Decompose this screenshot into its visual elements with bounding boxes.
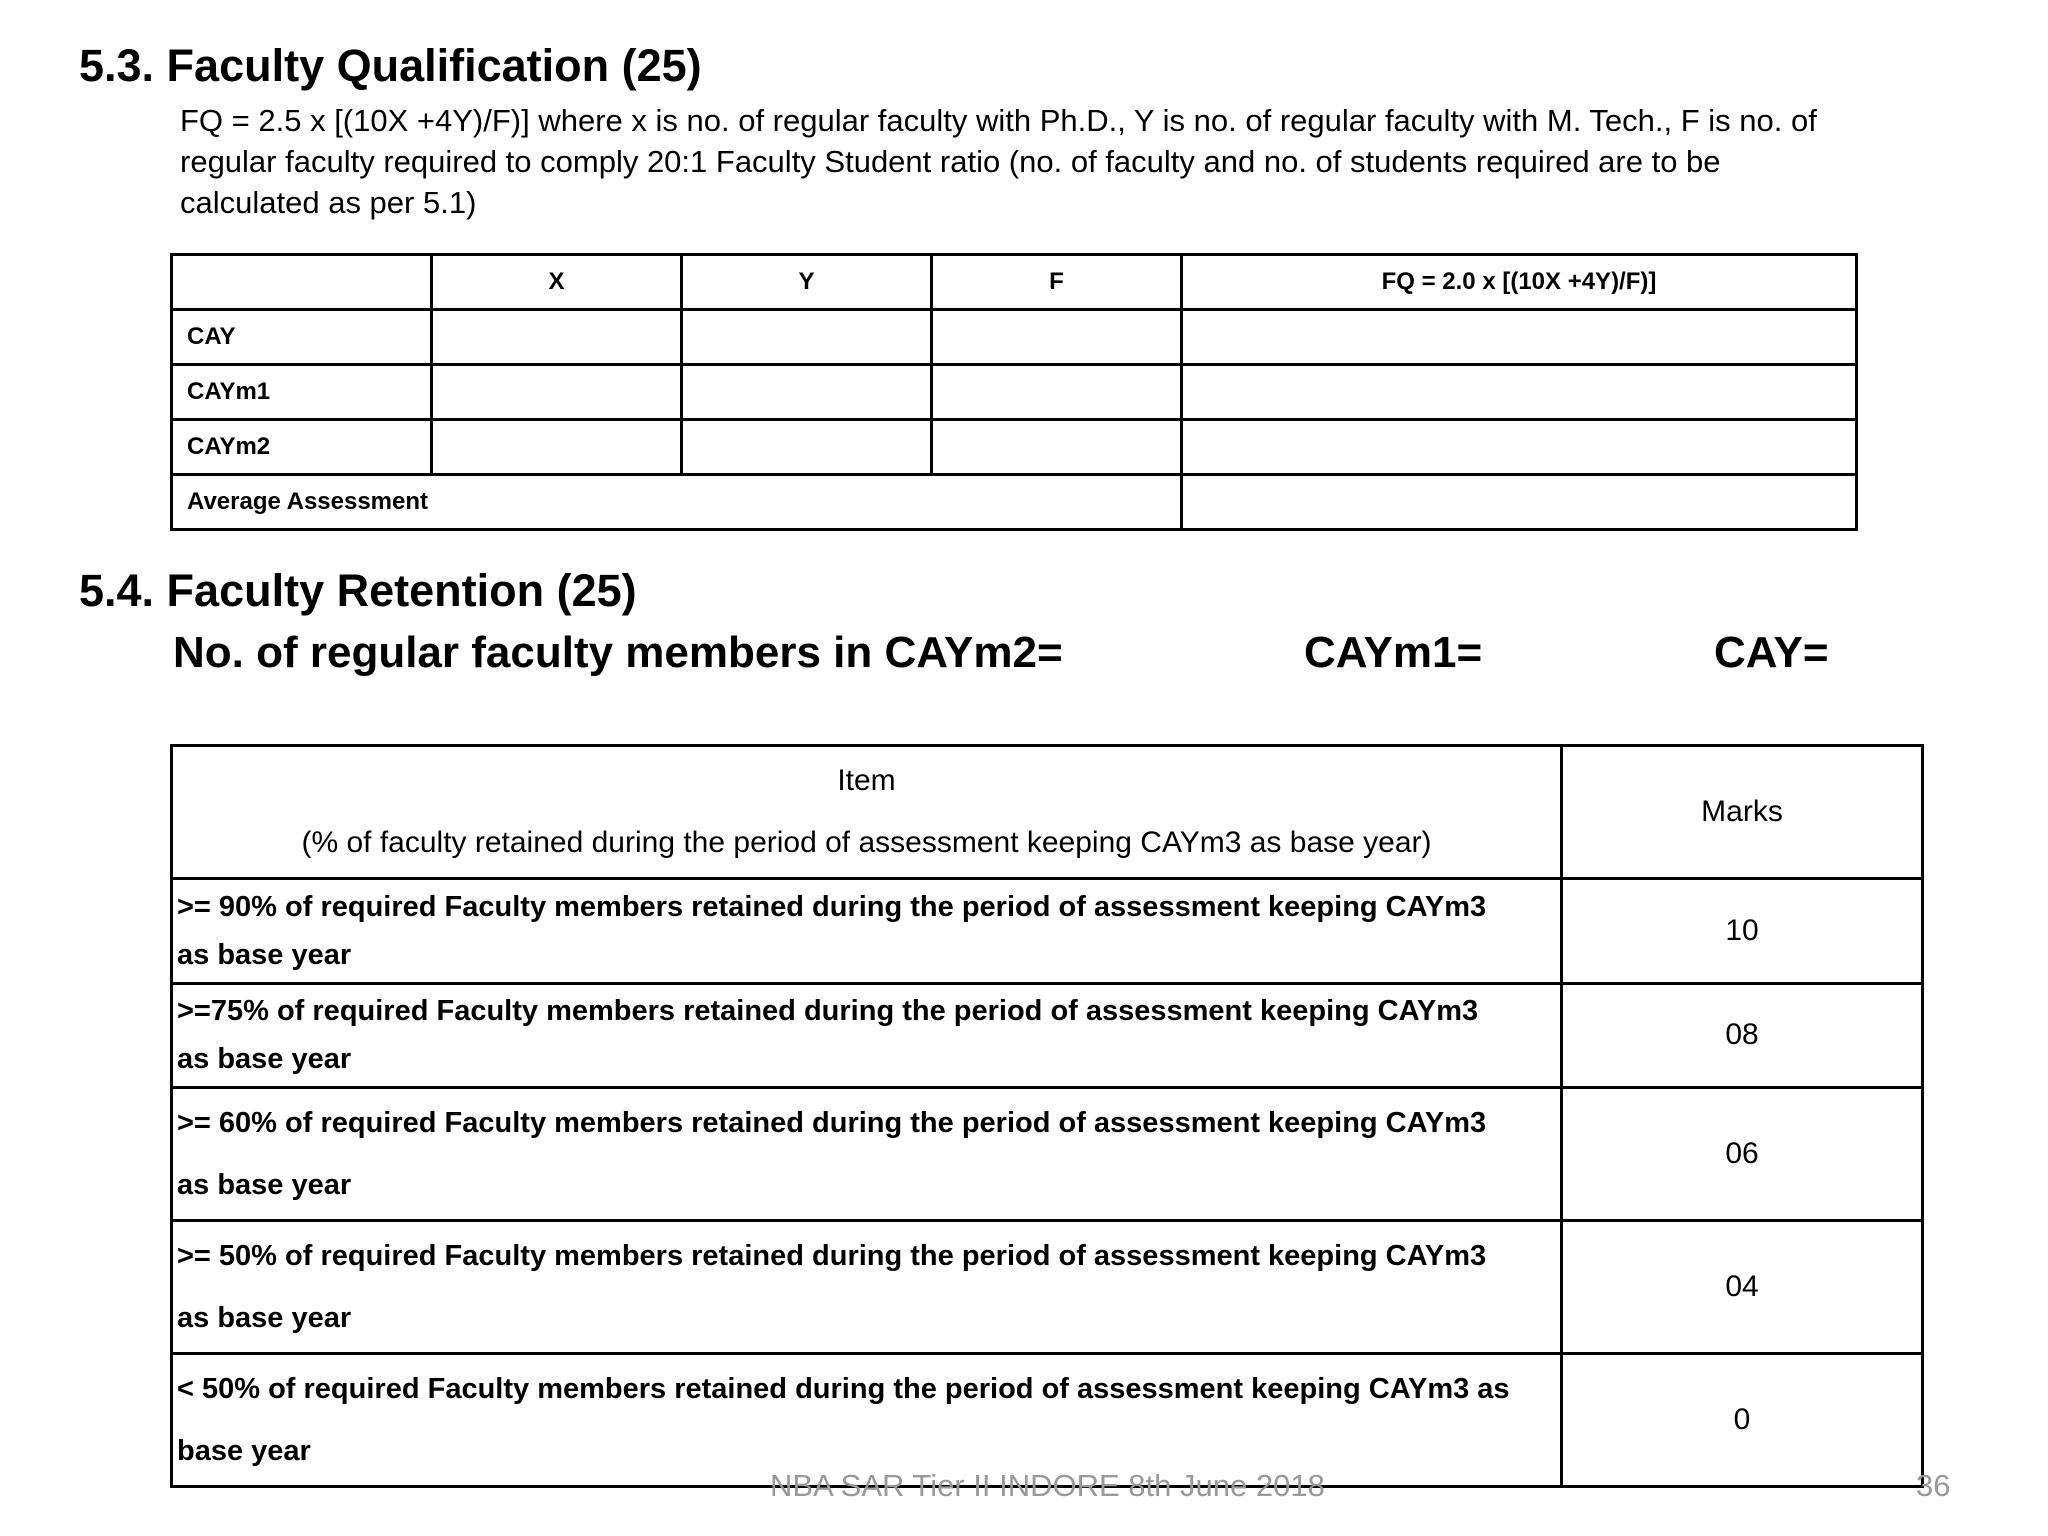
table-row (172, 475, 1857, 530)
table-cell (432, 310, 682, 365)
retention-criterion (172, 878, 1562, 983)
table-header-cell: FQ = 2.0 x [(10X +4Y)/F)] (1182, 255, 1857, 310)
marks-header: Marks (1562, 746, 1923, 879)
criterion-line: >= 60% of required Faculty members retained during the period of assessment keeping CAYm3 (177, 1107, 1487, 1140)
table-row (172, 420, 1857, 475)
item-header-note: (% of faculty retained during the period of assessment keeping CAYm3 as base year) (301, 825, 1432, 859)
table-header-cell: X (432, 255, 682, 310)
marks-value: 06 (1562, 1088, 1923, 1221)
faculty-qualification-table (170, 253, 1858, 531)
retention-criterion (172, 1354, 1562, 1487)
faculty-count-caym1-label: CAYm1= (1304, 628, 1483, 677)
marks-value: 0 (1562, 1354, 1923, 1487)
average-assessment-label: Average Assessment (172, 475, 1182, 530)
table-header-cell: Y (682, 255, 932, 310)
criterion-line: >= 50% of required Faculty members retained during the period of assessment keeping CAYm3 (177, 1240, 1487, 1273)
criterion-line: base year (177, 1435, 311, 1468)
table-cell (1182, 420, 1857, 475)
criterion-line: < 50% of required Faculty members retained during the period of assessment keeping CAYm3 as (177, 1373, 1510, 1406)
criterion-line: as base year (177, 1043, 352, 1076)
table-cell (932, 365, 1182, 420)
table-cell (682, 310, 932, 365)
marks-value: 08 (1562, 983, 1923, 1088)
table-cell (1182, 475, 1857, 530)
item-header (172, 746, 1562, 879)
row-label: CAY (172, 310, 432, 365)
table-header-row (172, 746, 1923, 879)
table-cell (432, 420, 682, 475)
table-header-row (172, 255, 1857, 310)
criterion-line: >=75% of required Faculty members retained during the period of assessment keeping CAYm3 (177, 995, 1479, 1028)
table-cell (432, 365, 682, 420)
faculty-count-caym2-label: No. of regular faculty members in CAYm2= (173, 628, 1063, 677)
table-cell (1182, 310, 1857, 365)
section-title-faculty-qualification: 5.3. Faculty Qualification (25) (79, 40, 702, 91)
faculty-retention-table (170, 744, 1924, 1488)
footer-text: NBA SAR Tier II INDORE 8th June 2018 (770, 1468, 1325, 1503)
marks-value: 04 (1562, 1221, 1923, 1354)
table-header-cell (172, 255, 432, 310)
table-row (172, 878, 1923, 983)
table-row (172, 1354, 1923, 1487)
criterion-line: as base year (177, 938, 352, 971)
table-row (172, 1088, 1923, 1221)
fq-formula-description: FQ = 2.5 x [(10X +4Y)/F)] where x is no. of regular faculty with Ph.D., Y is no. of regular faculty with M. Tech., F is no. of regular faculty required to comply 20:1 Faculty Student ratio (no. of faculty and no. of students required are to be calculated as per 5.1) (180, 103, 1817, 220)
table-row (172, 310, 1857, 365)
table-cell (682, 365, 932, 420)
table-cell (1182, 365, 1857, 420)
retention-criterion (172, 1221, 1562, 1354)
table-row (172, 1221, 1923, 1354)
criterion-line: >= 90% of required Faculty members retained during the period of assessment keeping CAYm3 (177, 890, 1487, 923)
retention-criterion (172, 983, 1562, 1088)
table-header-cell: F (932, 255, 1182, 310)
table-row (172, 983, 1923, 1088)
table-cell (932, 420, 1182, 475)
table-cell (932, 310, 1182, 365)
marks-value: 10 (1562, 878, 1923, 983)
criterion-line: as base year (177, 1302, 352, 1335)
table-row (172, 365, 1857, 420)
row-label: CAYm1 (172, 365, 432, 420)
section-title-faculty-retention: 5.4. Faculty Retention (25) (79, 565, 637, 616)
page-number: 36 (1916, 1468, 1951, 1503)
row-label: CAYm2 (172, 420, 432, 475)
table-cell (682, 420, 932, 475)
retention-criterion (172, 1088, 1562, 1221)
criterion-line: as base year (177, 1169, 352, 1202)
item-header-title: Item (837, 763, 896, 797)
faculty-count-cay-label: CAY= (1714, 628, 1829, 677)
